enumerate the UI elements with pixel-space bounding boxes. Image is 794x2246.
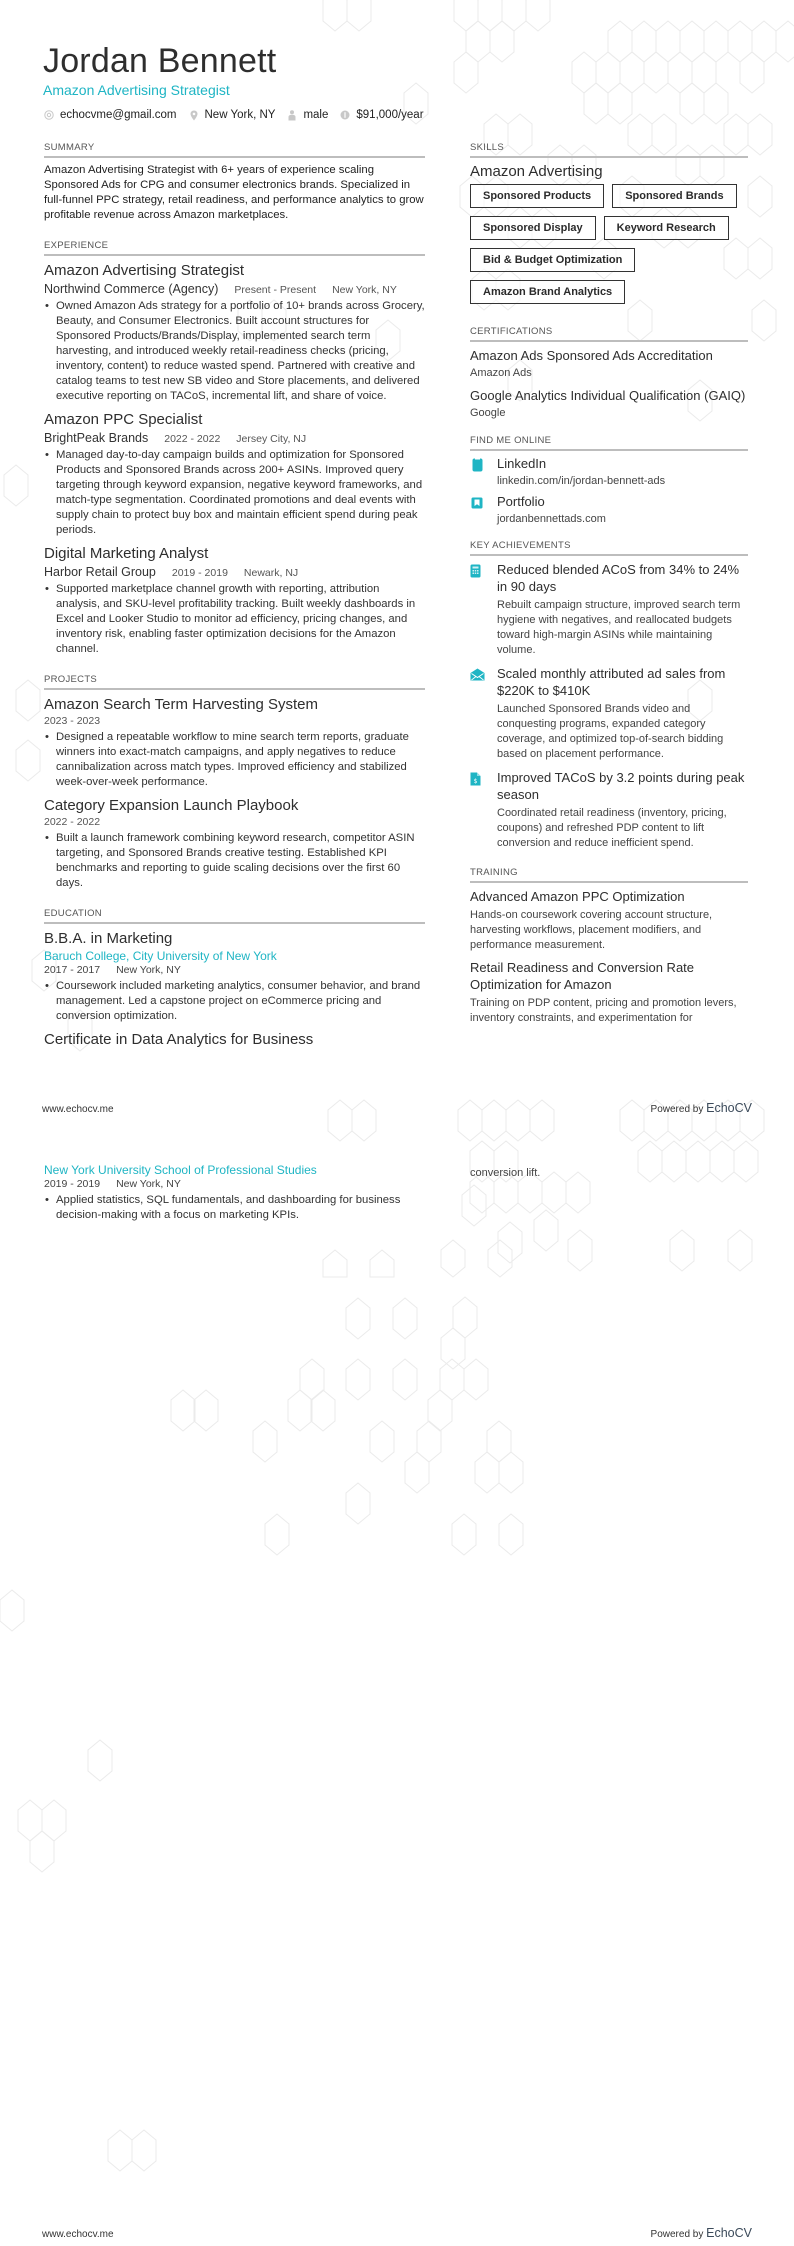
- job-title: Digital Marketing Analyst: [44, 545, 209, 562]
- experience-section: [44, 240, 425, 657]
- job-title: Amazon PPC Specialist: [44, 411, 203, 428]
- footer-website[interactable]: www.echocv.me: [42, 2229, 114, 2240]
- footer-powered-by[interactable]: [651, 1101, 752, 1115]
- job-location: Newark, NJ: [243, 567, 299, 579]
- education-bullet: • Coursework included marketing analytics, consumer behavior, and brand management. Led a capstone project on eCommerce pricing and conversion optimization.: [44, 979, 425, 1024]
- online-link-label: LinkedIn: [497, 456, 547, 471]
- summary-section: [44, 142, 425, 223]
- job-bullet: • Managed day-to-day campaign builds and optimization for Sponsored Products and Sponsored Brands across 200+ ASINs. Improved query targeting through keyword expansion, negative keyword frameworks, and match-type segmentation. Coordinated promotions and deal events with supply chain to protect buy box and maintain efficient spend during peak periods.: [44, 448, 425, 538]
- skill-tag: Sponsored Products: [470, 184, 604, 208]
- footer-powered-by[interactable]: [651, 2226, 752, 2240]
- certification-issuer: Amazon Ads: [470, 367, 532, 379]
- education-item: [44, 929, 425, 1024]
- skill-tags: [470, 184, 760, 312]
- contact-salary: [340, 109, 423, 121]
- education-heading: EDUCATION: [44, 908, 425, 924]
- job-dates: 2019 - 2019: [171, 567, 228, 579]
- achievement-item: [470, 561, 748, 658]
- brand-name: EchoCV: [706, 2226, 752, 2240]
- achievement-title: Reduced blended ACoS from 34% to 24% in 90 days: [497, 562, 740, 594]
- job-dates: 2022 - 2022: [164, 433, 221, 445]
- training-description: Hands-on coursework covering account structure, harvesting workflows, placement modifiers, and performance measurement.: [470, 909, 713, 951]
- project-bullet: • Built a launch framework combining keyword research, competitor ASIN targeting, and Sponsored Brands creative testing. Established KPI benchmarks and reporting to guide scaling decisions over the first 60 days.: [44, 831, 425, 891]
- certification-item: [470, 347, 748, 379]
- file-dollar-icon: [470, 772, 484, 786]
- skill-tag: Sponsored Brands: [612, 184, 736, 208]
- find-me-online-heading: FIND ME ONLINE: [470, 435, 748, 451]
- project-title: Category Expansion Launch Playbook: [44, 797, 299, 814]
- footer-website[interactable]: www.echocv.me: [42, 1104, 114, 1115]
- achievement-title: Scaled monthly attributed ad sales from $220K to $410K: [497, 666, 726, 698]
- skill-tag: Sponsored Display: [470, 216, 596, 240]
- certifications-section: [470, 326, 748, 419]
- svg-text:$: $: [473, 778, 478, 785]
- job-location: New York, NY: [332, 284, 397, 296]
- skill-group-title: Amazon Advertising: [470, 163, 603, 180]
- job-dates: Present - Present: [234, 284, 317, 296]
- summary-heading: SUMMARY: [44, 142, 425, 158]
- bookmark-icon: [470, 496, 484, 510]
- education-meta: [44, 1178, 425, 1190]
- job-meta: [44, 282, 425, 296]
- education-section: [44, 908, 425, 1049]
- certification-item: [470, 387, 748, 419]
- project-dates: 2023 - 2023: [44, 715, 101, 727]
- left-column: [44, 142, 425, 1049]
- linkedin-icon: [470, 458, 484, 472]
- contact-gender-text: male: [303, 109, 329, 121]
- job-company: BrightPeak Brands: [44, 431, 149, 445]
- powered-by-prefix: Powered by: [650, 1104, 707, 1115]
- training-section: [470, 867, 748, 1026]
- job-meta: [44, 565, 425, 579]
- certification-name: Amazon Ads Sponsored Ads Accreditation: [470, 348, 713, 363]
- job-location: Jersey City, NJ: [236, 433, 307, 445]
- candidate-name: Jordan Bennett: [43, 42, 277, 80]
- education-item: [44, 1030, 425, 1049]
- right-column-continued: [470, 1166, 748, 1187]
- contact-email: [44, 109, 177, 121]
- education-dates: 2019 - 2019: [44, 1178, 101, 1190]
- job-title: Amazon Advertising Strategist: [44, 262, 245, 279]
- training-heading: TRAINING: [470, 867, 748, 883]
- education-degree: B.B.A. in Marketing: [44, 930, 173, 947]
- training-item: [470, 959, 748, 1026]
- experience-item: [44, 410, 425, 538]
- job-meta: [44, 431, 425, 445]
- skill-tag: Keyword Research: [604, 216, 729, 240]
- skill-tag: Bid & Budget Optimization: [470, 248, 635, 272]
- training-description-continued: conversion lift.: [470, 1167, 541, 1179]
- contact-gender: [287, 109, 328, 121]
- powered-by-prefix: Powered by: [650, 2229, 707, 2240]
- candidate-title: Amazon Advertising Strategist: [43, 82, 230, 98]
- education-school: New York University School of Professional Studies: [44, 1163, 317, 1177]
- find-me-online-section: [470, 435, 748, 525]
- skills-heading: SKILLS: [470, 142, 748, 158]
- skill-tag: Amazon Brand Analytics: [470, 280, 625, 304]
- achievement-description: Launched Sponsored Brands video and conquesting programs, expanded category coverage, and optimized top-of-search bidding based on placement performance.: [497, 703, 724, 760]
- resume-page-2: [0, 1120, 794, 2246]
- education-location: New York, NY: [116, 1178, 181, 1190]
- online-link-label: Portfolio: [497, 494, 545, 509]
- project-bullet: • Designed a repeatable workflow to mine search term reports, graduate winners into exact-match campaigns, and apply negatives to reduce cannibalization across match types. Improved efficiency and stabilized week-over-week performance.: [44, 730, 425, 790]
- certifications-heading: CERTIFICATIONS: [470, 326, 748, 342]
- summary-text: Amazon Advertising Strategist with 6+ years of experience scaling Sponsored Ads for CPG and consumer electronics brands. Specialized in full-funnel PPC strategy, retail readiness, and performance analytics to grow profitable revenue across Amazon marketplaces.: [44, 164, 424, 221]
- project-title: Amazon Search Term Harvesting System: [44, 696, 318, 713]
- training-item: [470, 888, 748, 953]
- online-link-portfolio[interactable]: [470, 494, 748, 525]
- job-company: Harbor Retail Group: [44, 565, 156, 579]
- job-bullet: • Owned Amazon Ads strategy for a portfolio of 10+ brands across Grocery, Beauty, and Consumer Electronics. Built account structures for Sponsored Products/Brands/Display, implemented search term harvesting, and introduced weekly retail-readiness checks (pricing, inventory, content) to reduce wasted spend. Partnered with creative and catalog teams to test new SB video and Store placements, and delivered executive reporting on TACoS, incremental lift, and share of voice.: [44, 299, 425, 404]
- projects-heading: PROJECTS: [44, 674, 425, 690]
- achievement-title: Improved TACoS by 3.2 points during peak season: [497, 770, 745, 802]
- skills-section: [470, 142, 748, 312]
- experience-item: [44, 544, 425, 657]
- education-dates: 2017 - 2017: [44, 964, 101, 976]
- achievement-item: [470, 665, 748, 762]
- at-icon: [44, 110, 54, 120]
- certification-issuer: Google: [470, 407, 506, 419]
- online-link-url[interactable]: jordanbennettads.com: [497, 513, 606, 525]
- certification-name: Google Analytics Individual Qualification (GAIQ): [470, 388, 746, 403]
- salary-icon: [340, 110, 350, 120]
- training-description: Training on PDP content, pricing and promotion levers, inventory constraints, and experimentation for: [470, 997, 737, 1024]
- education-school: Baruch College, City University of New York: [44, 949, 277, 963]
- contact-location: [189, 109, 276, 121]
- right-column: [470, 142, 748, 1032]
- online-link-linkedin[interactable]: [470, 456, 748, 487]
- education-location: New York, NY: [116, 964, 181, 976]
- job-bullet: • Supported marketplace channel growth with reporting, attribution analysis, and SKU-level profitability tracking. Built weekly dashboards in Excel and Looker Studio to monitor ad efficiency, pricing changes, and inventory risk, enabling faster optimization decisions for the Amazon channel.: [44, 582, 425, 657]
- achievement-item: [470, 769, 748, 851]
- job-company: Northwind Commerce (Agency): [44, 282, 219, 296]
- education-bullet: • Applied statistics, SQL fundamentals, and dashboarding for business decision-making with a focus on marketing KPIs.: [44, 1193, 425, 1223]
- resume-page-1: [0, 0, 794, 1120]
- project-item: [44, 695, 425, 790]
- calculator-icon: [470, 564, 484, 578]
- project-item: [44, 796, 425, 891]
- training-title: Retail Readiness and Conversion Rate Optimization for Amazon: [470, 960, 695, 992]
- left-column-continued: [44, 1163, 425, 1223]
- contact-row: [44, 109, 436, 121]
- person-icon: [287, 110, 297, 120]
- envelope-open-icon: [470, 668, 484, 682]
- education-degree: Certificate in Data Analytics for Business: [44, 1031, 314, 1048]
- achievement-description: Rebuilt campaign structure, improved search term hygiene with negatives, and reallocated budgets toward high-margin ASINs while maintaining volume.: [497, 599, 741, 656]
- education-meta: [44, 964, 425, 976]
- experience-heading: EXPERIENCE: [44, 240, 425, 256]
- project-dates: 2022 - 2022: [44, 816, 101, 828]
- contact-email-text: echocvme@gmail.com: [60, 109, 177, 121]
- contact-salary-text: $91,000/year: [356, 109, 424, 121]
- training-title: Advanced Amazon PPC Optimization: [470, 889, 685, 904]
- achievement-description: Coordinated retail readiness (inventory, pricing, coupons) and refreshed PDP content to lift conversion and reduce inefficient spend.: [497, 807, 727, 849]
- projects-section: [44, 674, 425, 891]
- online-link-url[interactable]: linkedin.com/in/jordan-bennett-ads: [497, 475, 666, 487]
- location-pin-icon: [189, 110, 199, 120]
- brand-name: EchoCV: [706, 1101, 752, 1115]
- key-achievements-section: [470, 540, 748, 851]
- contact-location-text: New York, NY: [204, 109, 276, 121]
- experience-item: [44, 261, 425, 404]
- key-achievements-heading: KEY ACHIEVEMENTS: [470, 540, 748, 556]
